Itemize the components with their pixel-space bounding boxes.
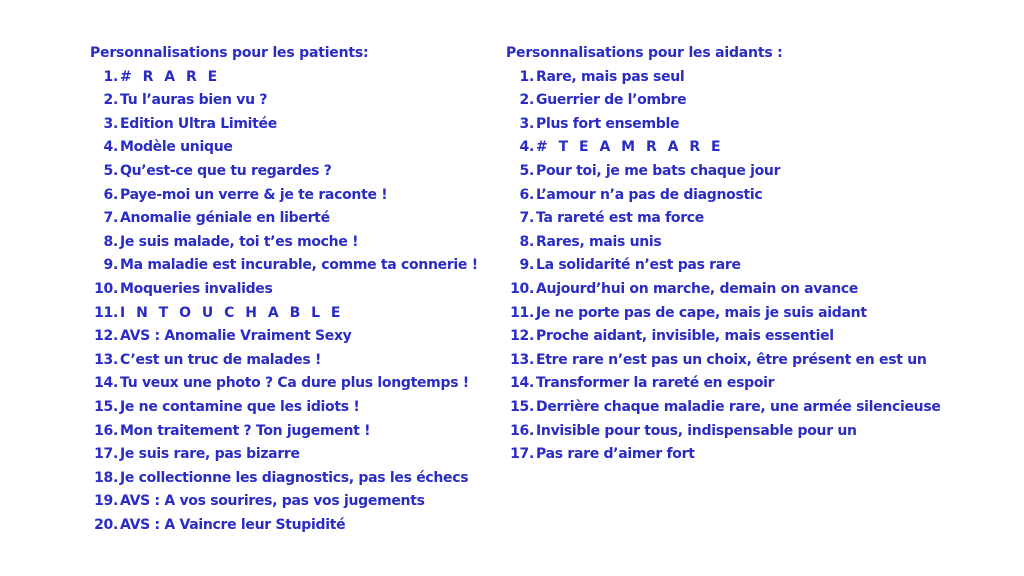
item-text: Derrière chaque maladie rare, une armée silencieuse <box>536 398 941 415</box>
item-number: 10. <box>510 280 534 297</box>
item-text: Rare, mais pas seul <box>536 68 685 85</box>
list-item <box>90 325 490 349</box>
item-text: AVS : Anomalie Vraiment Sexy <box>120 328 352 345</box>
item-number: 13. <box>510 351 534 368</box>
list-item <box>506 278 946 302</box>
item-text: Guerrier de l’ombre <box>536 92 687 109</box>
item-number: 13. <box>94 351 118 368</box>
aidants-column <box>506 42 946 467</box>
item-text: Modèle unique <box>120 139 233 156</box>
patients-list <box>90 66 490 538</box>
item-text: Moqueries invalides <box>120 280 273 297</box>
item-text: # T E A M R A R E <box>536 139 724 156</box>
list-item <box>506 136 946 160</box>
list-item <box>506 207 946 231</box>
list-item <box>506 89 946 113</box>
list-item <box>506 113 946 137</box>
item-text: Tu veux une photo ? Ca dure plus longtemps ! <box>120 375 469 392</box>
aidants-list <box>506 66 946 467</box>
item-text: Rares, mais unis <box>536 233 662 250</box>
list-item <box>506 66 946 90</box>
list-item <box>90 160 490 184</box>
item-number: 3. <box>103 115 118 132</box>
item-text: Pour toi, je me bats chaque jour <box>536 162 781 179</box>
item-number: 8. <box>519 233 534 250</box>
item-number: 5. <box>519 162 534 179</box>
list-item <box>506 396 946 420</box>
item-number: 9. <box>103 257 118 274</box>
item-text: Edition Ultra Limitée <box>120 115 277 132</box>
list-item <box>506 349 946 373</box>
list-item <box>90 467 490 491</box>
item-number: 6. <box>103 186 118 203</box>
item-text: Tu l’auras bien vu ? <box>120 92 268 109</box>
item-text: C’est un truc de malades ! <box>120 351 322 368</box>
item-number: 17. <box>94 446 118 463</box>
item-text: Je suis malade, toi t’es moche ! <box>120 233 359 250</box>
item-number: 7. <box>103 210 118 227</box>
item-number: 5. <box>103 162 118 179</box>
list-item <box>90 396 490 420</box>
item-text: # R A R E <box>120 68 221 85</box>
list-item <box>90 420 490 444</box>
item-number: 2. <box>519 92 534 109</box>
list-item <box>506 184 946 208</box>
list-item <box>90 184 490 208</box>
item-number: 9. <box>519 257 534 274</box>
item-text: Ta rareté est ma force <box>536 210 704 227</box>
list-item <box>90 231 490 255</box>
list-item <box>506 420 946 444</box>
item-text: Paye-moi un verre & je te raconte ! <box>120 186 388 203</box>
item-number: 19. <box>94 493 118 510</box>
item-text: Je ne contamine que les idiots ! <box>120 398 360 415</box>
item-number: 10. <box>94 280 118 297</box>
item-text: Aujourd’hui on marche, demain on avance <box>536 280 859 297</box>
list-item <box>90 490 490 514</box>
list-item <box>90 372 490 396</box>
item-text: L’amour n’a pas de diagnostic <box>536 186 763 203</box>
item-text: Mon traitement ? Ton jugement ! <box>120 422 371 439</box>
item-text: Ma maladie est incurable, comme ta connerie ! <box>120 257 478 274</box>
item-text: Je suis rare, pas bizarre <box>120 446 300 463</box>
patients-heading: Personnalisations pour les patients: <box>90 45 369 61</box>
item-number: 18. <box>94 469 118 486</box>
list-item <box>506 160 946 184</box>
item-number: 1. <box>519 68 534 85</box>
list-item <box>506 302 946 326</box>
list-item <box>90 89 490 113</box>
item-number: 11. <box>510 304 534 321</box>
item-number: 12. <box>94 328 118 345</box>
item-text: Pas rare d’aimer fort <box>536 446 695 463</box>
item-text: I N T O U C H A B L E <box>120 304 344 321</box>
item-text: Anomalie géniale en liberté <box>120 210 330 227</box>
item-number: 15. <box>94 398 118 415</box>
item-text: Qu’est-ce que tu regardes ? <box>120 162 332 179</box>
list-item <box>90 254 490 278</box>
item-number: 11. <box>94 304 118 321</box>
list-item <box>90 349 490 373</box>
list-item <box>90 278 490 302</box>
list-item <box>506 443 946 467</box>
item-number: 7. <box>519 210 534 227</box>
item-text: Je collectionne les diagnostics, pas les échecs <box>120 469 469 486</box>
list-item <box>90 136 490 160</box>
item-number: 1. <box>103 68 118 85</box>
list-item <box>506 372 946 396</box>
item-number: 17. <box>510 446 534 463</box>
item-number: 4. <box>103 139 118 156</box>
item-number: 14. <box>510 375 534 392</box>
item-text: Proche aidant, invisible, mais essentiel <box>536 328 834 345</box>
item-number: 12. <box>510 328 534 345</box>
list-item <box>90 302 490 326</box>
item-number: 20. <box>94 516 118 533</box>
list-item <box>90 207 490 231</box>
item-text: AVS : A Vaincre leur Stupidité <box>120 516 346 533</box>
item-text: La solidarité n’est pas rare <box>536 257 741 274</box>
item-number: 8. <box>103 233 118 250</box>
item-number: 3. <box>519 115 534 132</box>
aidants-heading: Personnalisations pour les aidants : <box>506 45 783 61</box>
item-text: Je ne porte pas de cape, mais je suis aidant <box>536 304 867 321</box>
list-item <box>506 325 946 349</box>
list-item <box>90 66 490 90</box>
item-text: Etre rare n’est pas un choix, être présent en est un <box>536 351 927 368</box>
item-number: 4. <box>519 139 534 156</box>
item-number: 6. <box>519 186 534 203</box>
list-item <box>506 231 946 255</box>
list-item <box>90 443 490 467</box>
item-number: 16. <box>94 422 118 439</box>
item-number: 14. <box>94 375 118 392</box>
patients-column <box>90 42 490 537</box>
list-item <box>90 113 490 137</box>
list-item <box>90 514 490 538</box>
item-text: Plus fort ensemble <box>536 115 680 132</box>
item-number: 15. <box>510 398 534 415</box>
item-text: Invisible pour tous, indispensable pour un <box>536 422 857 439</box>
list-item <box>506 254 946 278</box>
item-text: AVS : A vos sourires, pas vos jugements <box>120 493 425 510</box>
item-number: 16. <box>510 422 534 439</box>
item-text: Transformer la rareté en espoir <box>536 375 775 392</box>
item-number: 2. <box>103 92 118 109</box>
